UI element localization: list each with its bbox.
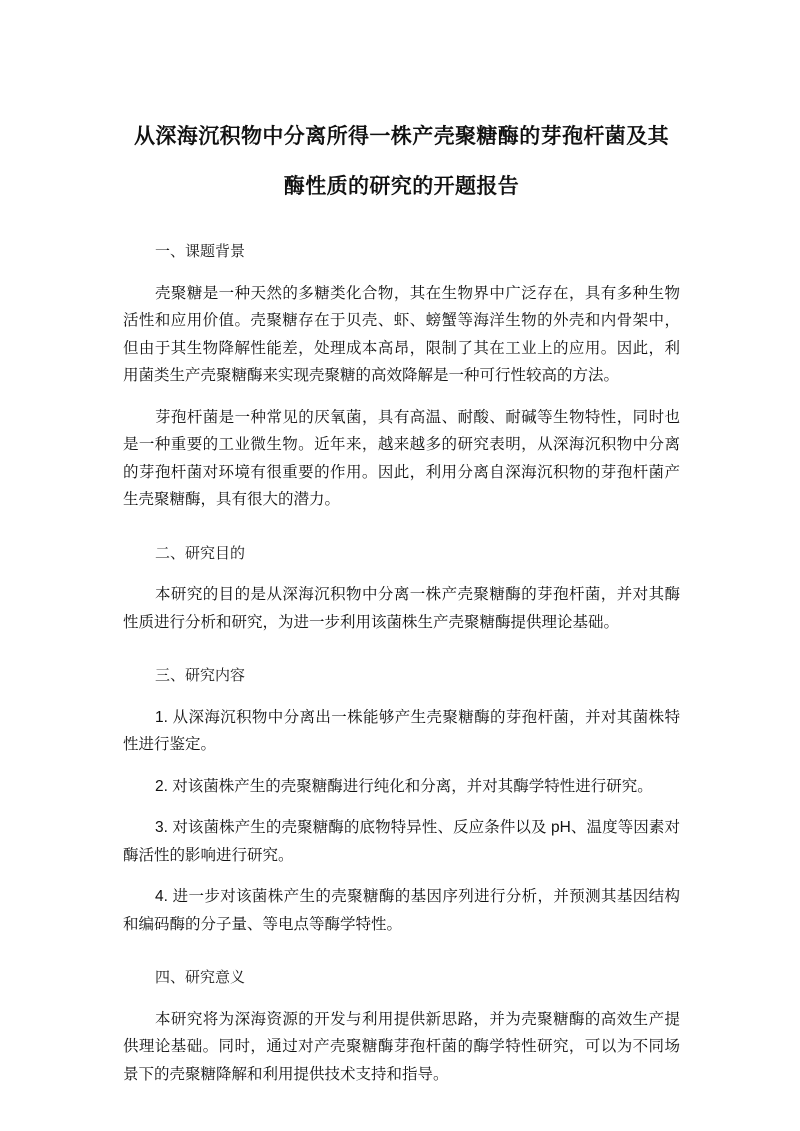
section-heading-objective: 二、研究目的 xyxy=(155,544,246,562)
section-heading-background: 一、课题背景 xyxy=(155,243,246,260)
section-heading-content: 三、研究内容 xyxy=(155,667,246,684)
research-item-2: 2. 对该菌株产生的壳聚糖酶进行纯化和分离，并对其酶学特性进行研究。 xyxy=(155,777,653,795)
paragraph-background-1: 壳聚糖是一种天然的多糖类化合物，其在生物界中广泛存在，具有多种生物活性和应用价值。壳聚糖存在于贝壳、虾、螃蟹等海洋生物的外壳和内骨架中，但由于其生物降解性能差，处理成本高昂，限制了其在工业上的应用。因此，利用菌类生产壳聚糖酶来实现壳聚糖的高效降解是一种可行性较高的方法。 xyxy=(123,284,680,384)
page-title-line-2: 酶性质的研究的开题报告 xyxy=(283,175,520,198)
paragraph-significance-1: 本研究将为深海资源的开发与利用提供新思路，并为壳聚糖酶的高效生产提供理论基础。同时，通过对产壳聚糖酶芽孢杆菌的酶学特性研究，可以为不同场景下的壳聚糖降解和利用提供技术支持和指导。 xyxy=(123,1010,680,1083)
paragraph-background-2: 芽孢杆菌是一种常见的厌氧菌，具有高温、耐酸、耐碱等生物特性，同时也是一种重要的工业微生物。近年来，越来越多的研究表明，从深海沉积物中分离的芽孢杆菌对环境有很重要的作用。因此，利用分离自深海沉积物的芽孢杆菌产生壳聚糖酶，具有很大的潜力。 xyxy=(123,408,680,508)
section-heading-significance: 四、研究意义 xyxy=(155,969,246,986)
document-body xyxy=(123,0,680,1088)
page-title-line-1: 从深海沉积物中分离所得一株产壳聚糖酶的芽孢杆菌及其 xyxy=(134,125,669,148)
paragraph-objective-1: 本研究的目的是从深海沉积物中分离一株产壳聚糖酶的芽孢杆菌，并对其酶性质进行分析和研究，为进一步利用该菌株生产壳聚糖酶提供理论基础。 xyxy=(123,586,680,631)
research-item-3: 3. 对该菌株产生的壳聚糖酶的底物特异性、反应条件以及 pH、温度等因素对酶活性的影响进行研究。 xyxy=(123,819,680,864)
research-item-1: 1. 从深海沉积物中分离出一株能够产生壳聚糖酶的芽孢杆菌，并对其菌株特性进行鉴定。 xyxy=(123,708,680,753)
page-title xyxy=(123,0,680,212)
research-item-4: 4. 进一步对该菌株产生的壳聚糖酶的基因序列进行分析，并预测其基因结构和编码酶的分子量、等电点等酶学特性。 xyxy=(123,888,680,933)
